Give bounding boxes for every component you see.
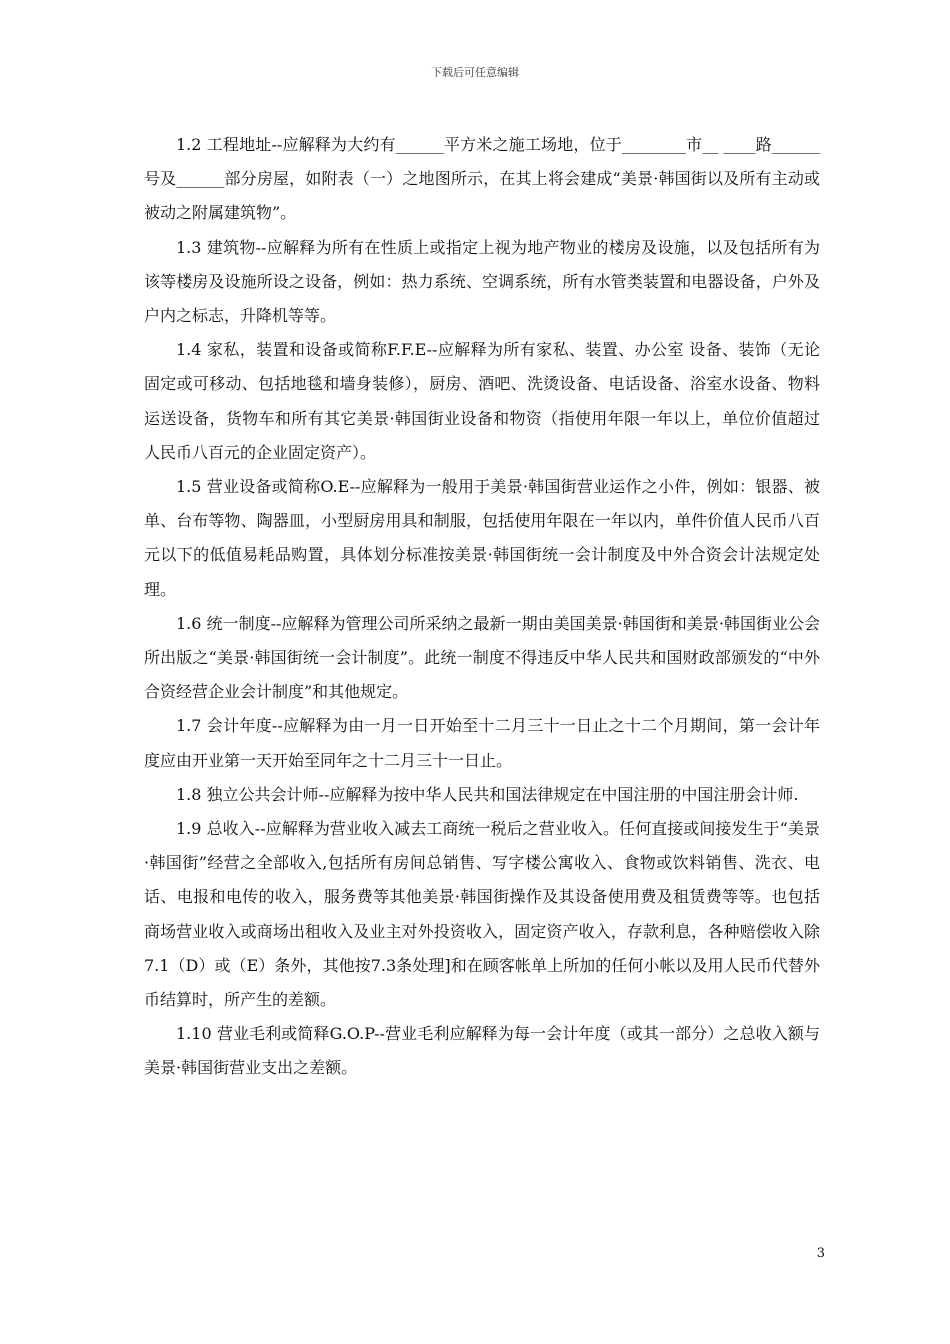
clause-1-5: 1.5 营业设备或简称O.E--应解释为一般用于美景·韩国街营业运作之小件，例如：银器、被单、台布等物、陶器皿，小型厨房用具和制服，包括使用年限在一年以内，单件价值人民币八百元以下的低值易耗品购置，具体划分标准按美景·韩国街统一会计制度及中外合资会计法规定处理。: [144, 477, 820, 599]
clause-1-6: 1.6 统一制度--应解释为管理公司所采纳之最新一期由美国美景·韩国街和美景·韩国街业公会所出版之“美景·韩国街统一会计制度”。此统一制度不得违反中华人民共和国财政部颁发的“中外合资经营企业会计制度”和其他规定。: [144, 613, 820, 702]
clause-1-9: 1.9 总收入--应解释为营业收入减去工商统一税后之营业收入。任何直接或间接发生于“美景·韩国街”经营之全部收入,包括所有房间总销售、写字楼公寓收入、食物或饮料销售、洗衣、电话、电报和电传的收入，服务费等其他美景·韩国街操作及其设备使用费及租赁费等等。也包括商场营业收入或商场出租收入及业主对外投资收入，固定资产收入，存款利息，各种赔偿收入除7.1（D）或（E）条外，其他按7.3条处理]和在顾客帐单上所加的任何小帐以及用人民币代替外币结算时，所产生的差额。: [144, 819, 820, 1010]
document-body: [144, 128, 820, 1086]
page-header: 下载后可任意编辑: [431, 66, 519, 79]
page-number: 3: [816, 1246, 825, 1261]
clause-1-7: 1.7 会计年度--应解释为由一月一日开始至十二月三十一日止之十二个月期间，第一会计年度应由开业第一天开始至同年之十二月三十一日止。: [144, 716, 820, 770]
clause-1-2: 1.2 工程地址--应解释为大约有______平方米之施工场地，位于________市__ ____路______号及______部分房屋，如附表（一）之地图所示，在其上将会建成“美景·韩国街以及所有主动或被动之附属建筑物”。: [144, 135, 820, 223]
clause-1-8: 1.8 独立公共会计师--应解释为按中华人民共和国法律规定在中国注册的中国注册会计师.: [176, 784, 799, 804]
clause-1-10: 1.10 营业毛利或简释G.O.P--营业毛利应解释为每一会计年度（或其一部分）之总收入额与美景·韩国街营业支出之差额。: [144, 1024, 820, 1078]
clause-1-4: 1.4 家私，装置和设备或简称F.F.E--应解释为所有家私、装置、办公室 设备、装饰（无论固定或可移动、包括地毯和墙身装修），厨房、酒吧、洗烫设备、电话设备、浴室水设备、物料运送设备，货物车和所有其它美景·韩国街业设备和物资（指使用年限一年以上，单位价值超过人民币八百元的企业固定资产）。: [144, 340, 820, 462]
clause-1-3: 1.3 建筑物--应解释为所有在性质上或指定上视为地产物业的楼房及设施，以及包括所有为该等楼房及设施所设之设备，例如：热力系统、空调系统，所有水管类装置和电器设备，户外及户内之标志，升降机等等。: [144, 237, 820, 326]
